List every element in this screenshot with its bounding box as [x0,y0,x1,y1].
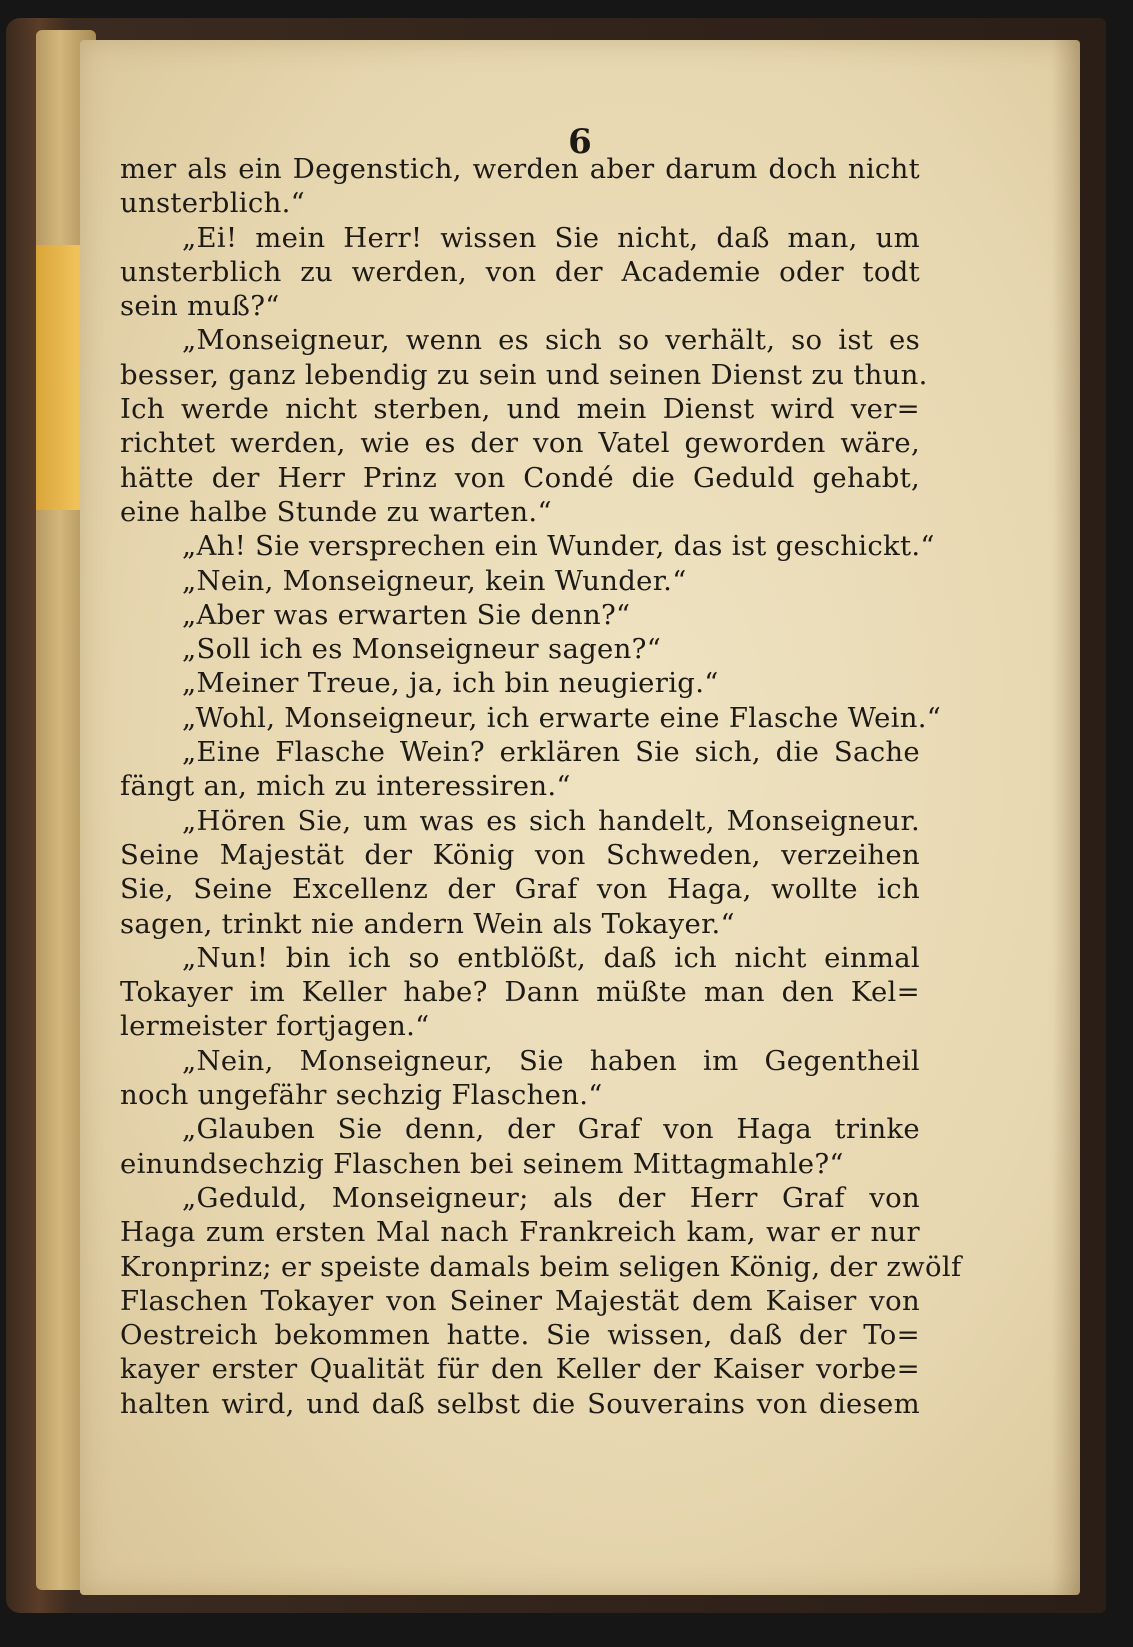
text-line: sagen, trinkt nie andern Wein als Tokayer.“ [120,907,735,940]
text-line: noch ungefähr sechzig Flaschen.“ [120,1079,603,1112]
text-line: eine halbe Stunde zu warten.“ [120,495,552,528]
text-line: einundsechzig Flaschen bei seinem Mittagmahle?“ [120,1147,844,1180]
text-line: „Nein, Monseigneur, kein Wunder.“ [182,564,687,597]
body-text [120,152,962,1421]
text-line: „Geduld, Monseigneur; als der Herr Graf von [182,1181,920,1214]
text-line: hätte der Herr Prinz von Condé die Geduld gehabt, [120,461,920,494]
text-line: Oestreich bekommen hatte. Sie wissen, daß der To= [120,1319,920,1352]
text-line: mer als ein Degenstich, werden aber darum doch nicht [120,153,920,185]
text-line: Haga zum ersten Mal nach Frankreich kam, war er nur [120,1216,920,1249]
text-line: „Glauben Sie denn, der Graf von Haga trinke [182,1113,920,1146]
text-line: Sie, Seine Excellenz der Graf von Haga, wollte ich [120,873,920,906]
text-line: kayer erster Qualität für den Keller der Kaiser vorbe= [120,1353,920,1386]
text-line: unsterblich.“ [120,187,306,220]
text-line: fängt an, mich zu interessiren.“ [120,770,571,803]
text-line: lermeister fortjagen.“ [120,1010,430,1043]
text-line: „Nein, Monseigneur, Sie haben im Gegentheil [182,1044,920,1077]
text-line: halten wird, und daß selbst die Souverains von diesem [120,1387,920,1420]
text-line: „Hören Sie, um was es sich handelt, Monseigneur. [182,804,920,837]
text-line: sein muß?“ [120,290,280,323]
text-line: „Nun! bin ich so entblößt, daß ich nicht einmal [182,941,920,974]
text-line: „Ei! mein Herr! wissen Sie nicht, daß man, um [182,221,920,254]
text-line: Ich werde nicht sterben, und mein Dienst wird ver= [120,393,920,426]
page-gutter-shadow [1052,40,1080,1595]
text-line: richtet werden, wie es der von Vatel geworden wäre, [120,427,920,460]
text-line: Seine Majestät der König von Schweden, verzeihen [120,838,920,871]
text-line: „Meiner Treue, ja, ich bin neugierig.“ [182,667,719,700]
text-line: unsterblich zu werden, von der Academie oder todt [120,255,920,288]
text-line: „Monseigneur, wenn es sich so verhält, so ist es [182,324,920,357]
text-line: „Wohl, Monseigneur, ich erwarte eine Flasche Wein.“ [182,701,942,734]
text-line: „Ah! Sie versprechen ein Wunder, das ist geschickt.“ [182,530,935,563]
text-line: Flaschen Tokayer von Seiner Majestät dem Kaiser von [120,1284,920,1317]
text-line: „Eine Flasche Wein? erklären Sie sich, die Sache [182,736,920,769]
text-line: Tokayer im Keller habe? Dann müßte man den Kel= [120,976,920,1009]
page-number: 6 [568,122,592,162]
text-line: Kronprinz; er speiste damals beim seligen König, der zwölf [120,1250,962,1283]
text-line: „Soll ich es Monseigneur sagen?“ [182,633,662,666]
text-line: besser, ganz lebendig zu sein und seinen Dienst zu thun. [120,358,928,391]
text-line: „Aber was erwarten Sie denn?“ [182,598,631,631]
